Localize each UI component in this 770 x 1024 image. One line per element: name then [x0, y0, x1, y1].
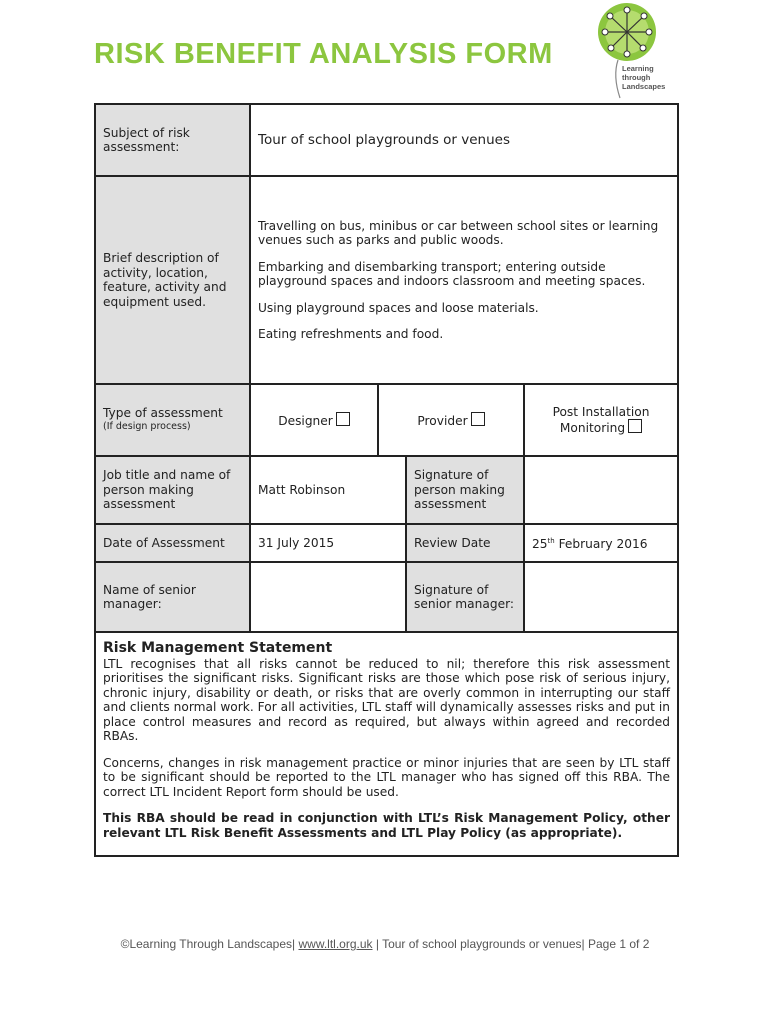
provider-checkbox[interactable]	[471, 412, 485, 426]
senior-field[interactable]	[250, 562, 406, 632]
risk-management-statement	[95, 632, 678, 856]
designer-checkbox[interactable]	[336, 412, 350, 426]
risk-form-table	[94, 103, 679, 857]
designer-option[interactable]: Designer	[250, 384, 378, 456]
post-installation-option[interactable]: Post Installation Monitoring	[524, 384, 678, 456]
review-label: Review Date	[406, 524, 524, 562]
review-value: 25th February 2016	[524, 524, 678, 562]
post-installation-checkbox[interactable]	[628, 419, 642, 433]
date-label: Date of Assessment	[95, 524, 250, 562]
form-title: RISK BENEFIT ANALYSIS FORM	[94, 38, 553, 70]
job-label: Job title and name of person making assessment	[95, 456, 250, 524]
job-value: Matt Robinson	[250, 456, 406, 524]
sig-person-label: Signature of person making assessment	[406, 456, 524, 524]
rms-heading: Risk Management Statement	[103, 640, 333, 656]
brief-label: Brief description of activity, location, feature, activity and equipment used.	[95, 176, 250, 384]
rms-paragraph-3: This RBA should be read in conjunction with LTL’s Risk Management Policy, other relevant LTL Risk Benefit Assessments and LTL Play Policy (as appropriate).	[103, 811, 671, 840]
date-value: 31 July 2015	[250, 524, 406, 562]
sig-person-field[interactable]	[524, 456, 678, 524]
page-footer: ©Learning Through Landscapes| www.ltl.org.uk | Tour of school playgrounds or venues| Page 1 of 2	[120, 937, 650, 951]
brief-description: Travelling on bus, minibus or car between school sites or learning venues such as parks and public woods. Embarking and disembarking transport; entering outside playground spaces and indoors classroom and meeting spaces. Using playground spaces and loose materials. Eating refreshments and food.	[250, 176, 678, 384]
subject-label: Subject of risk assessment:	[95, 104, 250, 176]
type-label: Type of assessment (If design process)	[95, 384, 250, 456]
sig-senior-label: Signature of senior manager:	[406, 562, 524, 632]
sig-senior-field[interactable]	[524, 562, 678, 632]
logo-wordmark: Learning through Landscapes	[622, 64, 666, 91]
subject-value: Tour of school playgrounds or venues	[250, 104, 678, 176]
rms-paragraph-2: Concerns, changes in risk management practice or minor injuries that are seen by LTL staff to be significant should be reported to the LTL manager who has signed off this RBA. The correct LTL Incident Report form should be used.	[103, 755, 671, 799]
ltl-website-link[interactable]: www.ltl.org.uk	[298, 937, 373, 951]
rms-paragraph-1: LTL recognises that all risks cannot be reduced to nil; therefore this risk assessment prioritises the significant risks. Significant risks are those which pose risk of serious injury, chronic injury, disability or death, or risks that are overly common in interrupting our staff and clients normal work. For all activities, LTL staff will dynamically assesses risks and put in place control measures and record as required, but always within agreed and recorded RBAs.	[103, 656, 671, 743]
senior-label: Name of senior manager:	[95, 562, 250, 632]
provider-option[interactable]: Provider	[378, 384, 524, 456]
